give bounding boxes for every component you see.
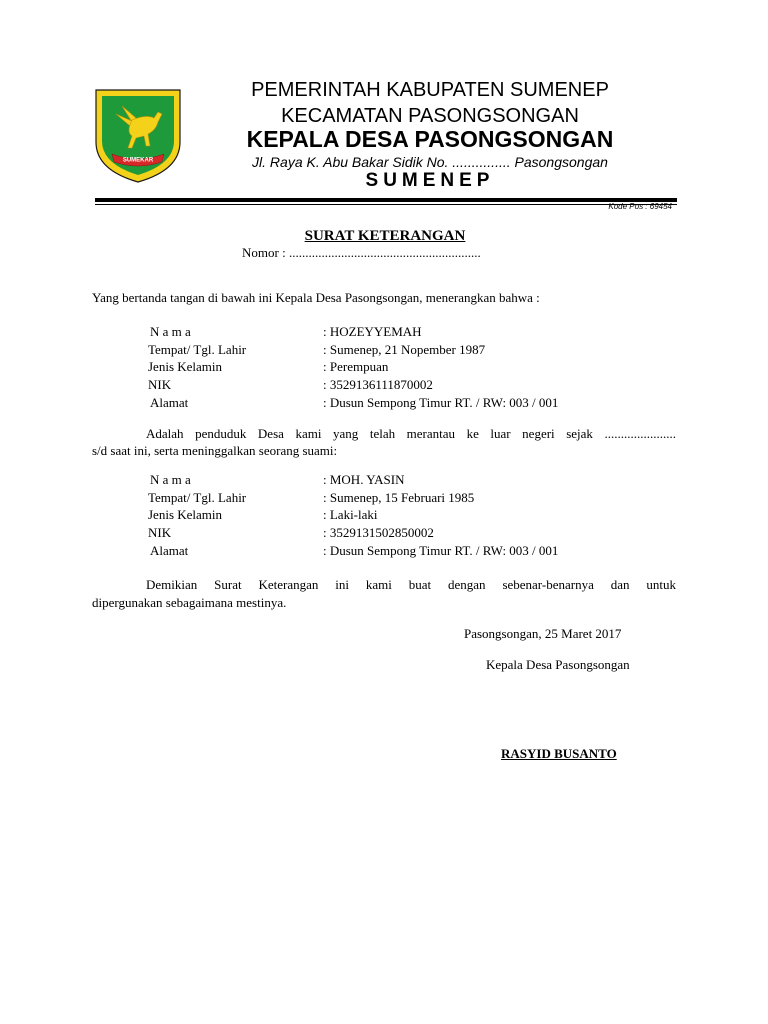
person1-nik-row: [148, 377, 648, 394]
field-value: : 3529131502850002: [323, 525, 434, 540]
field-label: N a m a: [150, 472, 191, 487]
place-and-date: Pasongsongan, 25 Maret 2017: [464, 626, 622, 641]
field-value: : Perempuan: [323, 359, 389, 374]
person2-name-row: [148, 472, 648, 489]
signer-title: Kepala Desa Pasongsongan: [486, 657, 630, 672]
field-label: Jenis Kelamin: [148, 507, 223, 522]
intro-paragraph: Yang bertanda tangan di bawah ini Kepala Desa Pasongsongan, menerangkan bahwa :: [92, 290, 540, 305]
letter-title: SURAT KETERANGAN: [304, 228, 466, 244]
person2-birth-row: [148, 490, 648, 507]
person2-nik-row: [148, 525, 648, 542]
person1-gender-row: [148, 359, 648, 376]
signer-name: RASYID BUSANTO: [501, 746, 617, 761]
closing-paragraph-line1: Demikian Surat Keterangan ini kami buat dengan sebenar-benarnya dan untuk: [146, 577, 676, 592]
field-value: : Laki-laki: [323, 507, 378, 522]
svg-text:SUMEKAR: SUMEKAR: [122, 157, 154, 164]
letterhead-district: KECAMATAN PASONGSONGAN: [281, 105, 579, 127]
field-value: : Dusun Sempong Timur RT. / RW: 003 / 001: [323, 395, 559, 410]
field-value: : MOH. YASIN: [323, 472, 405, 487]
closing-paragraph-line2: dipergunakan sebagaimana mestinya.: [92, 595, 287, 610]
person2-gender-row: [148, 507, 648, 524]
field-value: : HOZEYYEMAH: [323, 324, 422, 339]
middle-paragraph-line1: Adalah penduduk Desa kami yang telah merantau ke luar negeri sejak ......................: [146, 426, 676, 441]
letterhead-government: PEMERINTAH KABUPATEN SUMENEP: [251, 79, 609, 101]
person2-address-row: [148, 543, 648, 560]
middle-paragraph-line2: s/d saat ini, serta meninggalkan seorang suami:: [92, 443, 338, 458]
field-value: : 3529136111870002: [323, 377, 433, 392]
field-label: Alamat: [150, 395, 189, 410]
field-value: : Sumenep, 15 Februari 1985: [323, 490, 475, 505]
letter-number: Nomor : ...........................................................: [242, 245, 481, 260]
field-value: : Sumenep, 21 Nopember 1987: [323, 342, 486, 357]
field-label: Tempat/ Tgl. Lahir: [148, 342, 247, 357]
village-emblem-logo: [92, 84, 184, 184]
letterhead-village-head: KEPALA DESA PASONGSONGAN: [246, 126, 614, 152]
field-value: : Dusun Sempong Timur RT. / RW: 003 / 001: [323, 543, 559, 558]
person1-birth-row: [148, 342, 648, 359]
postal-code: Kode Pos : 69454: [608, 202, 672, 211]
field-label: NIK: [148, 377, 172, 392]
field-label: NIK: [148, 525, 172, 540]
letterhead-city: SUMENEP: [365, 170, 495, 191]
field-label: Jenis Kelamin: [148, 359, 223, 374]
field-label: Alamat: [150, 543, 189, 558]
field-label: N a m a: [150, 324, 191, 339]
field-label: Tempat/ Tgl. Lahir: [148, 490, 247, 505]
letterhead-address: Jl. Raya K. Abu Bakar Sidik No. ............... Pasongsongan: [252, 154, 608, 170]
person1-address-row: [148, 395, 648, 412]
person1-name-row: [148, 324, 648, 341]
